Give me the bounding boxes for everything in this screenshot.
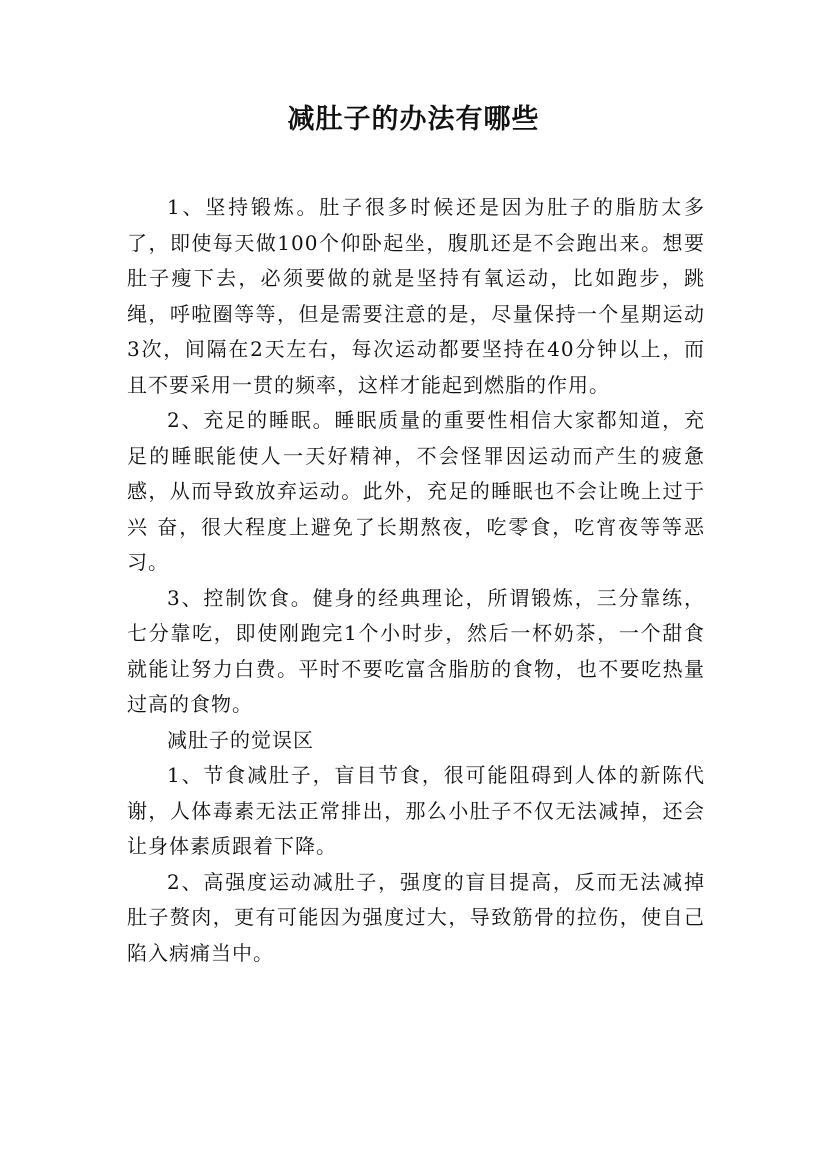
section-heading-misconceptions: 减肚子的觉误区 (167, 727, 314, 752)
document-body (127, 190, 705, 971)
paragraph-dieting-misconception: 1、节食减肚子，盲目节食，很可能阻碍到人体的新陈代谢，人体毒素无法正常排出，那么小肚子不仅无法减掉，还会让身体素质跟着下降。 (127, 763, 705, 858)
page-title: 减肚子的办法有哪些 (287, 104, 540, 135)
paragraph-intensity-misconception: 2、高强度运动减肚子，强度的盲目提高，反而无法减掉肚子赘肉，更有可能因为强度过大，导致筋骨的拉伤，使自己陷入病痛当中。 (127, 869, 705, 965)
paragraph-sleep: 2、充足的睡眠。睡眠质量的重要性相信大家都知道，充足的睡眠能使人一天好精神，不会怪罪因运动而产生的疲惫感，从而导致放弃运动。此外，充足的睡眠也不会让晚上过于兴 奋，很大程度上避免了长期熬夜，吃零食，吃宵夜等等恶习。 (127, 408, 705, 574)
paragraph-diet: 3、控制饮食。健身的经典理论，所谓锻炼，三分靠练，七分靠吃，即使刚跑完1个小时步，然后一杯奶茶，一个甜食就能让努力白费。平时不要吃富含脂肪的食物，也不要吃热量过高的食物。 (127, 585, 705, 716)
paragraph-exercise: 1、坚持锻炼。肚子很多时候还是因为肚子的脂肪太多了，即使每天做100个仰卧起坐，腹肌还是不会跑出来。想要肚子瘦下去，必须要做的就是坚持有氧运动，比如跑步，跳绳，呼啦圈等等，但是需要注意的是，尽量保持一个星期运动3次，间隔在2天左右，每次运动都要坚持在40分钟以上，而且不要采用一贯的频率，这样才能起到燃脂的作用。 (127, 195, 705, 397)
